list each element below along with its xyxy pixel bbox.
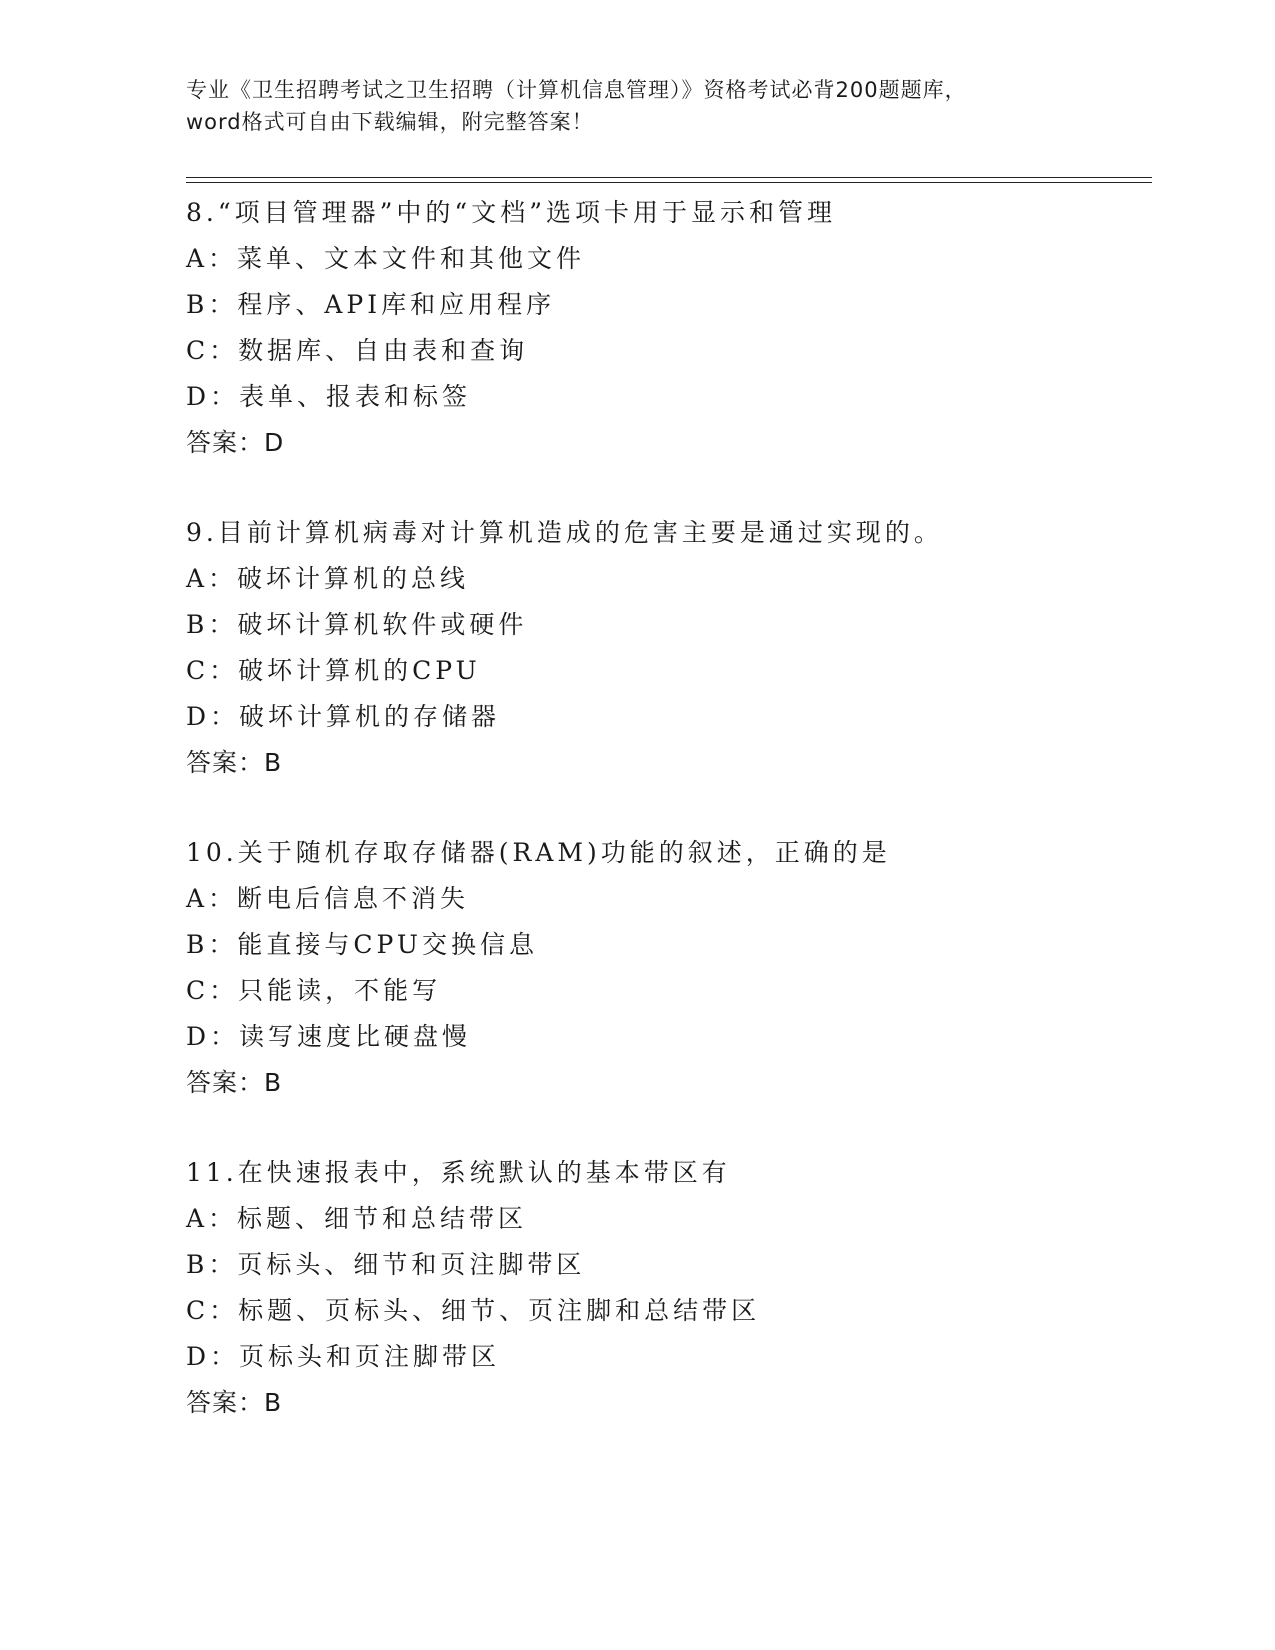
question-stem: 8.“项目管理器”中的“文档”选项卡用于显示和管理 (186, 198, 836, 227)
option-b: B：程序、API库和应用程序 (186, 290, 556, 319)
option-a: A：菜单、文本文件和其他文件 (186, 244, 586, 273)
option-b: B：破坏计算机软件或硬件 (186, 610, 528, 639)
question-11 (186, 1150, 1146, 1426)
header-divider-bottom (186, 182, 1152, 183)
answer-label: 答案：B (186, 748, 283, 777)
option-d: D：破坏计算机的存储器 (186, 702, 501, 731)
option-d: D：读写速度比硬盘慢 (186, 1022, 472, 1051)
option-c: C：破坏计算机的CPU (186, 656, 481, 685)
option-c: C：标题、页标头、细节、页注脚和总结带区 (186, 1296, 761, 1325)
document-header (186, 74, 1086, 138)
option-a: A：破坏计算机的总线 (186, 564, 470, 593)
answer-label: 答案：B (186, 1388, 283, 1417)
option-c: C：只能读，不能写 (186, 976, 442, 1005)
option-d: D：表单、报表和标签 (186, 382, 472, 411)
option-c: C：数据库、自由表和查询 (186, 336, 529, 365)
header-divider-top (186, 177, 1152, 178)
option-b: B：能直接与CPU交换信息 (186, 930, 538, 959)
header-title-line-2: word格式可自由下载编辑，附完整答案！ (186, 110, 594, 134)
question-9 (186, 510, 1146, 786)
header-title-line-1: 专业《卫生招聘考试之卫生招聘（计算机信息管理）》资格考试必背200题题库， (186, 78, 967, 102)
question-stem: 9.目前计算机病毒对计算机造成的危害主要是通过实现的。 (186, 518, 943, 547)
question-stem: 10.关于随机存取存储器(RAM)功能的叙述，正确的是 (186, 838, 891, 867)
question-stem: 11.在快速报表中，系统默认的基本带区有 (186, 1158, 731, 1187)
option-d: D：页标头和页注脚带区 (186, 1342, 501, 1371)
question-10 (186, 830, 1146, 1106)
answer-label: 答案：D (186, 428, 285, 457)
option-a: A：断电后信息不消失 (186, 884, 470, 913)
answer-label: 答案：B (186, 1068, 283, 1097)
question-8 (186, 190, 1146, 466)
option-b: B：页标头、细节和页注脚带区 (186, 1250, 586, 1279)
option-a: A：标题、细节和总结带区 (186, 1204, 528, 1233)
